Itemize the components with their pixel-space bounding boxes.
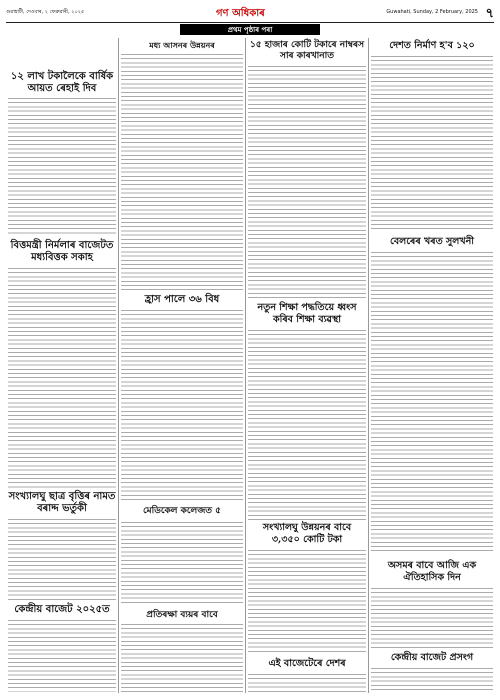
headline-minority-scholarship: সংখ্যালঘু ছাত্ৰ বৃত্তিৰ নামত বৰাদ্দ ভৰ্তুকী bbox=[8, 491, 116, 514]
column-rule bbox=[368, 38, 369, 693]
headline-new-education: নতুন শিক্ষা পদ্ধতিয়ে ধ্বংস কৰিব শিক্ষা ব্যৱস্থা bbox=[257, 302, 357, 325]
article-body bbox=[121, 522, 243, 604]
article-body bbox=[8, 519, 116, 602]
headline-defence-expense: প্ৰতিৰক্ষা ব্যয়ৰ বাবে bbox=[146, 610, 218, 620]
headline-fertilizer-plant: ১৫ হাজাৰ কোটি টকাৰে নাম্বৰস সাৰ কাৰখানাত bbox=[249, 40, 365, 61]
article-body bbox=[8, 620, 116, 692]
headline-build-120: দেশত নিৰ্মাণ হ'ব ১২০ bbox=[389, 40, 475, 51]
masthead bbox=[6, 6, 494, 23]
article-body bbox=[248, 550, 366, 654]
date-english: Guwahati, Sunday, 2 February, 2025 bbox=[386, 9, 478, 15]
headline-this-budget: এই বাজেটেৰে দেশৰ bbox=[268, 658, 346, 669]
article-body bbox=[248, 330, 366, 520]
headline-reduced-36: হ্ৰাস পালে ৩৬ বিধ bbox=[144, 294, 220, 305]
article-body bbox=[371, 668, 493, 692]
headline-budget-context: কেন্দ্ৰীয় বাজেট প্ৰসংগ bbox=[390, 652, 474, 663]
article-body bbox=[248, 66, 366, 298]
article-body bbox=[371, 56, 493, 232]
article-body bbox=[371, 252, 493, 554]
article-body bbox=[8, 268, 116, 488]
headline-railway: বেলৰেৰ খৰত সুলখনী bbox=[389, 236, 475, 247]
article-body bbox=[371, 588, 493, 648]
headline-minority-development: সংখ্যালঘু উন্নয়নৰ বাবে ৩,৩৫০ কোটি টকা bbox=[262, 522, 352, 545]
headline-middle-seat: মধ্য আসনৰ উন্নয়নৰ bbox=[149, 40, 215, 50]
headline-assam-historic: অসমৰ বাবে আজি এক ঐতিহাসিক দিন bbox=[387, 560, 477, 583]
page-number: ৭ bbox=[485, 6, 494, 21]
article-body bbox=[121, 54, 243, 290]
headline-medical-college: মেডিকেল কলেজত ৫ bbox=[143, 506, 221, 516]
headline-tax-relief: ১২ লাখ টকালৈকে বাৰ্ষিক আয়ত ৰেহাই দিব bbox=[10, 71, 114, 94]
headline-union-budget: কেন্দ্ৰীয় বাজেট ২০২৫ত bbox=[14, 604, 110, 615]
article-body bbox=[248, 674, 366, 692]
column-rule bbox=[118, 38, 119, 693]
article-body bbox=[8, 98, 116, 234]
newspaper-name: গণ অধিকাৰ bbox=[216, 8, 265, 19]
headline-finance-minister: বিত্তমন্ত্ৰী নিৰ্মলাৰ বাজেটত মধ্যবিত্তক সকাহ bbox=[10, 240, 114, 263]
article-body bbox=[121, 624, 243, 692]
column-rule bbox=[245, 38, 246, 693]
date-assamese: গুৱাহাটী, দেওবাৰ, ২ ফেব্ৰুৱাৰী, ২০২৫ bbox=[6, 9, 85, 15]
article-body bbox=[121, 310, 243, 500]
section-label: প্ৰথম পৃষ্ঠাৰ পৰা bbox=[180, 24, 320, 35]
